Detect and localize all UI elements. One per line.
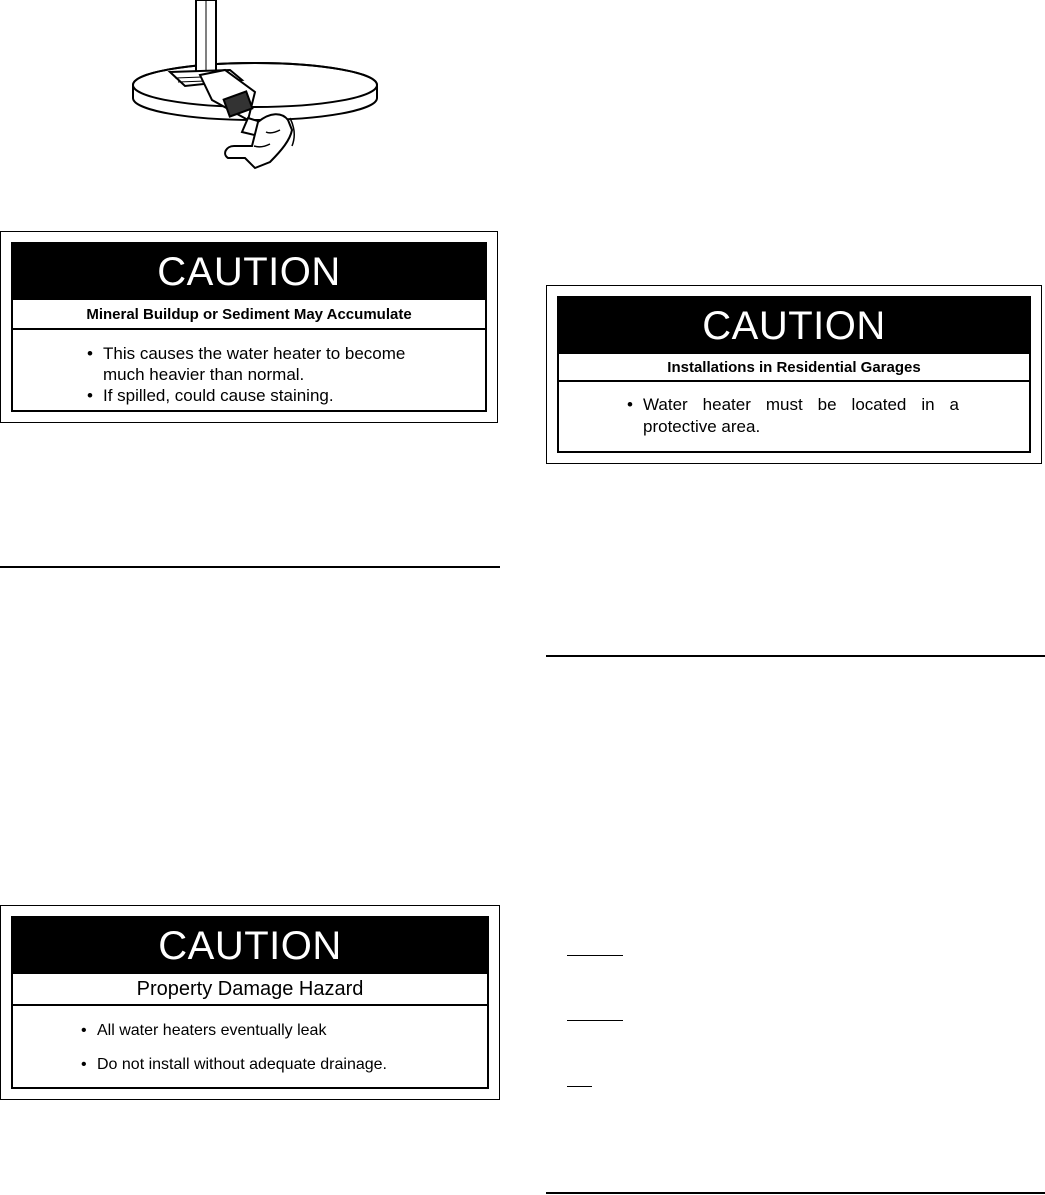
- caution-header: CAUTION: [13, 918, 487, 974]
- caution-header: CAUTION: [559, 298, 1029, 354]
- caution-panel: [557, 296, 1031, 453]
- section-divider: [546, 655, 1045, 657]
- caution-property-damage: [0, 905, 500, 1100]
- caution-body: [559, 382, 1029, 451]
- caution-bullet: • This causes the water heater to become much heavier than normal.: [87, 343, 432, 385]
- caution-bullet: • Water heater must be located in a protective area.: [627, 394, 959, 438]
- caution-subtitle: Installations in Residential Garages: [559, 354, 1029, 382]
- blank-line: [567, 1020, 623, 1021]
- caution-bullet: • If spilled, could cause staining.: [87, 385, 432, 406]
- caution-bullet: • All water heaters eventually leak: [81, 1020, 441, 1041]
- caution-header: CAUTION: [13, 244, 485, 300]
- section-divider: [0, 566, 500, 568]
- caution-panel: [11, 916, 489, 1089]
- caution-body: [13, 1006, 487, 1087]
- wrench-drain-valve-icon: [130, 0, 400, 170]
- section-divider: [546, 1192, 1045, 1194]
- caution-body: [13, 330, 485, 410]
- blank-line: [567, 1086, 592, 1087]
- blank-line: [567, 955, 623, 956]
- caution-mineral-buildup: [0, 231, 498, 423]
- caution-panel: [11, 242, 487, 412]
- caution-bullet: • Do not install without adequate drainage.: [81, 1054, 441, 1075]
- caution-subtitle: Mineral Buildup or Sediment May Accumulate: [13, 300, 485, 330]
- caution-subtitle: Property Damage Hazard: [13, 974, 487, 1006]
- caution-residential-garages: [546, 285, 1042, 464]
